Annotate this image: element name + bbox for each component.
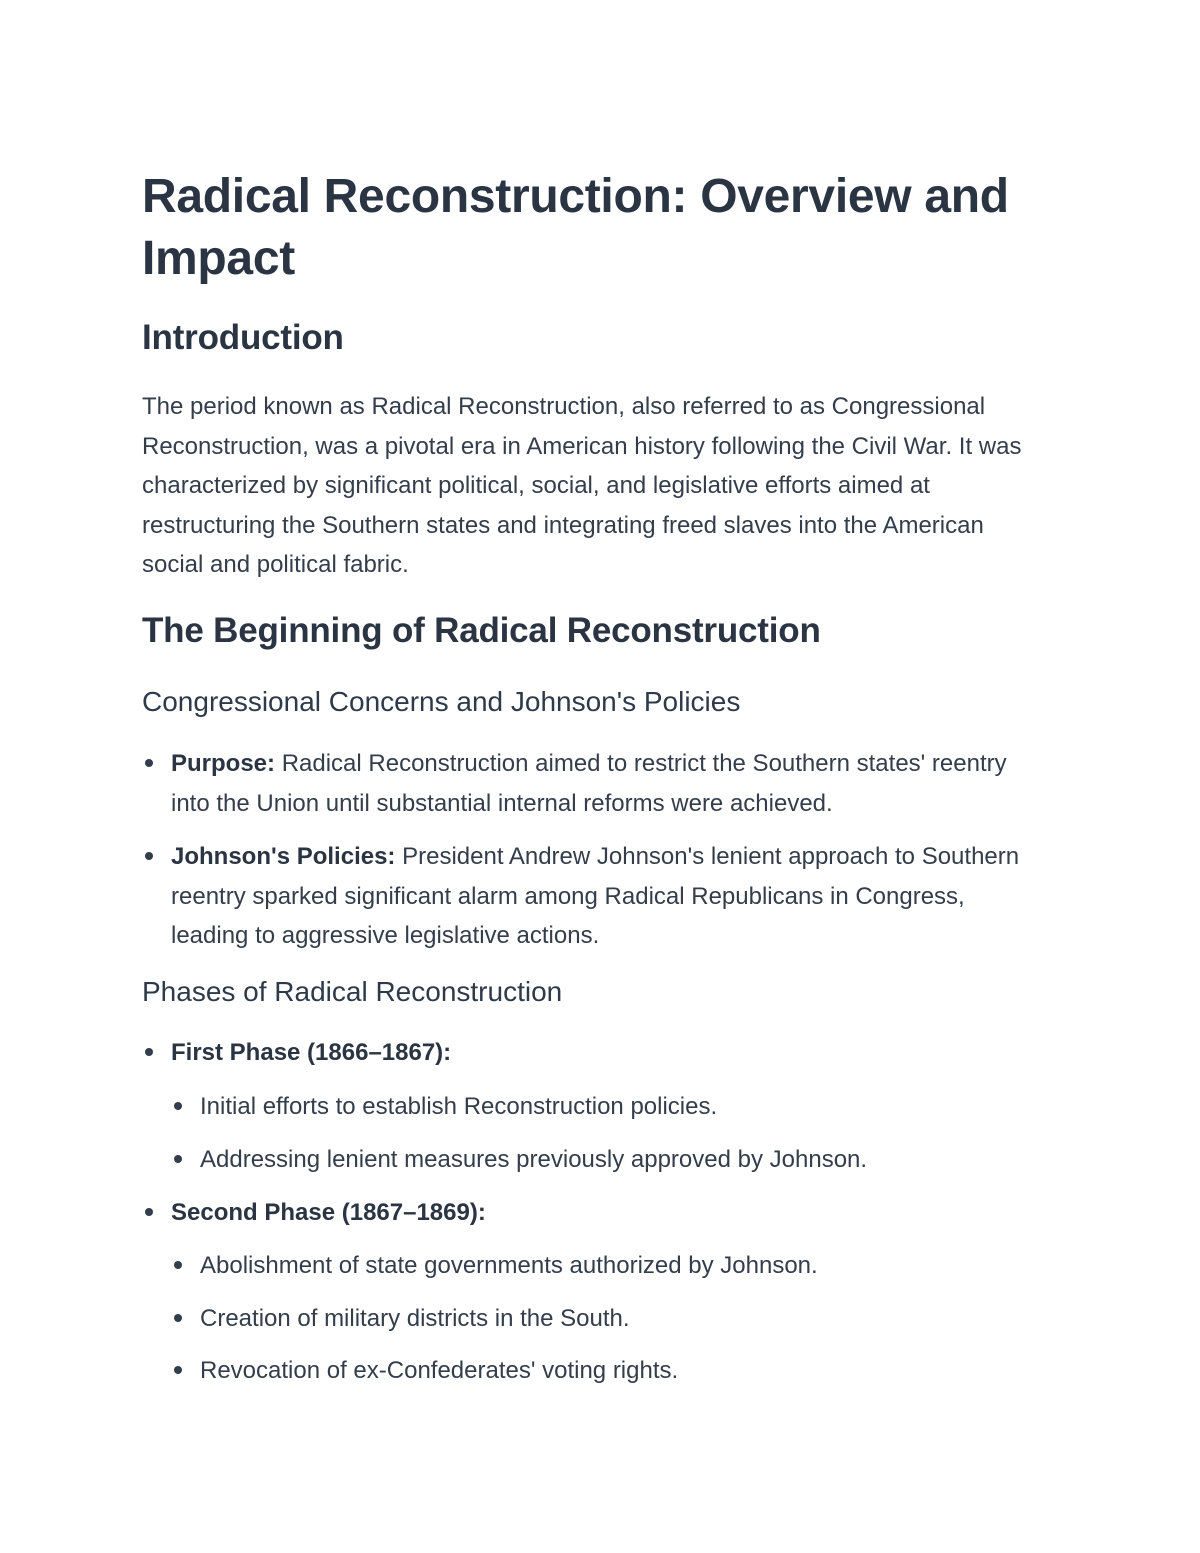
list-item-label: First Phase (1866–1867): <box>171 1039 452 1066</box>
sub-list-item <box>200 1246 1042 1286</box>
list-item-text: President Andrew Johnson's lenient approach to Southern reentry sparked significant alarm among Radical Republicans in Congress, leading to aggressive legislative actions. <box>171 843 1020 949</box>
beginning-heading: The Beginning of Radical Reconstruction <box>142 611 821 650</box>
bullet-icon <box>174 1155 182 1163</box>
bullet-icon <box>174 1314 182 1322</box>
intro-paragraph: The period known as Radical Reconstruction, also referred to as Congressional Reconstruction, was a pivotal era in American history following the Civil War. It was characterized by significant political, social, and legislative efforts aimed at restructuring the Southern states and integrating freed slaves into the American social and political fabric. <box>142 393 1022 578</box>
sub-list-item <box>200 1087 1042 1127</box>
list-item-text: Radical Reconstruction aimed to restrict the Southern states' reentry into the Union until substantial internal reforms were achieved. <box>171 750 1007 817</box>
sub-list-item-text: Initial efforts to establish Reconstruction policies. <box>200 1093 718 1120</box>
list-item-label: Purpose: <box>171 750 276 777</box>
bullet-icon <box>174 1261 182 1269</box>
list-item-label: Second Phase (1867–1869): <box>171 1199 486 1226</box>
bullet-icon <box>174 1366 182 1374</box>
bullet-icon <box>145 1208 153 1216</box>
list-item-johnsons-policies <box>171 837 1042 956</box>
sub-list-item <box>200 1351 1042 1391</box>
phases-subheading: Phases of Radical Reconstruction <box>142 976 563 1007</box>
list-item-first-phase <box>171 1033 1042 1073</box>
sub-list-item <box>200 1140 1042 1180</box>
concerns-subheading: Congressional Concerns and Johnson's Policies <box>142 686 741 717</box>
sub-list-item <box>200 1299 1042 1339</box>
bullet-icon <box>145 852 153 860</box>
sub-list-item-text: Addressing lenient measures previously approved by Johnson. <box>200 1146 868 1173</box>
intro-heading: Introduction <box>142 318 344 357</box>
sub-list-item-text: Creation of military districts in the South. <box>200 1305 630 1332</box>
bullet-icon <box>145 759 153 767</box>
list-item-second-phase <box>171 1193 1042 1233</box>
list-item-label: Johnson's Policies: <box>171 843 396 870</box>
sub-list-item-text: Revocation of ex-Confederates' voting rights. <box>200 1357 679 1384</box>
list-item-purpose <box>171 744 1042 823</box>
page-title: Radical Reconstruction: Overview and Impact <box>142 170 1009 285</box>
sub-list-item-text: Abolishment of state governments authorized by Johnson. <box>200 1252 818 1279</box>
bullet-icon <box>174 1102 182 1110</box>
bullet-icon <box>145 1048 153 1056</box>
